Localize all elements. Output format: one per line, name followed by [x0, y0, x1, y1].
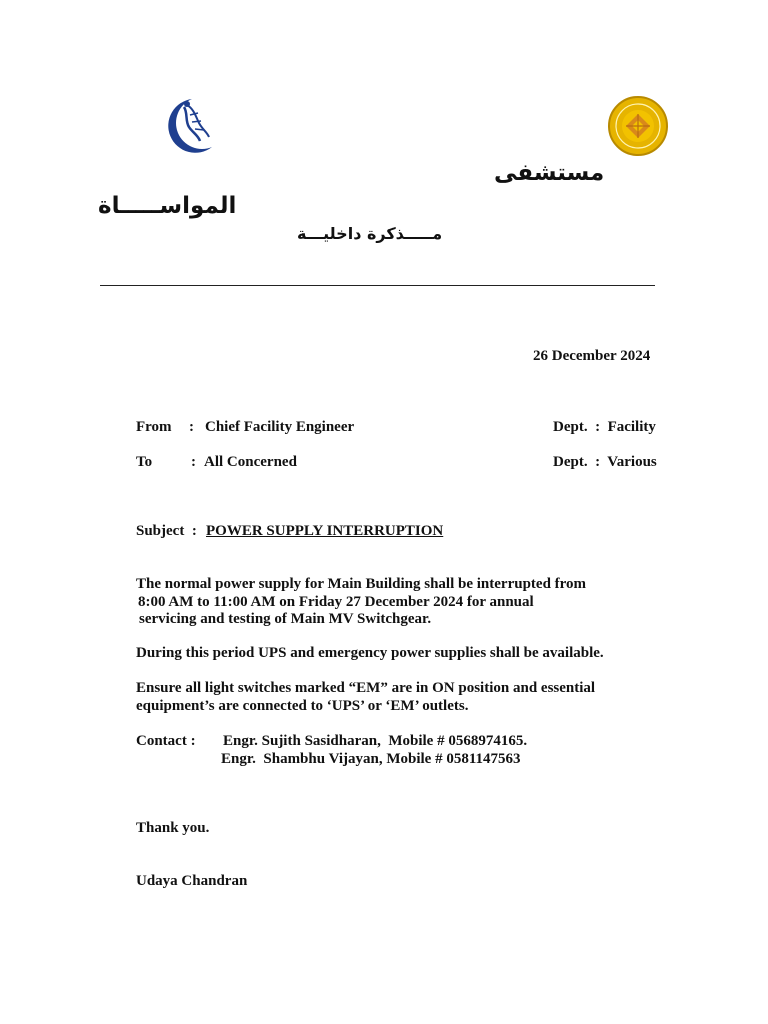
body-paragraph-2: During this period UPS and emergency power supplies shall be available.	[136, 645, 604, 661]
to-dept: Dept. : Various	[553, 454, 657, 470]
memo-date: 26 December 2024	[533, 348, 651, 364]
to-value: All Concerned	[204, 454, 297, 470]
from-separator: :	[189, 419, 194, 435]
contact-person-1: Engr. Sujith Sasidharan, Mobile # 0568974165.	[223, 733, 528, 749]
from-label: From	[136, 419, 172, 435]
signatory-name: Udaya Chandran	[136, 873, 248, 889]
from-value: Chief Facility Engineer	[205, 419, 355, 435]
hospital-logo-icon	[154, 95, 216, 157]
to-separator: :	[191, 454, 196, 470]
body-paragraph-1-line-2: 8:00 AM to 11:00 AM on Friday 27 December 2024 for annual	[138, 594, 534, 610]
to-label: To	[136, 454, 153, 470]
hospital-name-arabic-line-2: المواســـــاة	[98, 193, 237, 219]
closing-thanks: Thank you.	[136, 820, 210, 836]
from-dept: Dept. : Facility	[553, 419, 656, 435]
subject-label: Subject :	[136, 523, 197, 539]
subject-value: POWER SUPPLY INTERRUPTION	[206, 523, 444, 539]
header-divider	[100, 285, 655, 286]
body-paragraph-1-line-3: servicing and testing of Main MV Switchgear.	[139, 611, 432, 627]
body-paragraph-3-line-2: equipment’s are connected to ‘UPS’ or ‘EM’ outlets.	[136, 698, 469, 714]
memo-title-arabic: مـــــذكرة داخليـــة	[297, 224, 443, 243]
accreditation-seal-icon	[607, 95, 669, 157]
body-paragraph-1-line-1: The normal power supply for Main Building shall be interrupted from	[136, 576, 587, 592]
contact-label: Contact :	[136, 733, 196, 749]
body-paragraph-3-line-1: Ensure all light switches marked “EM” are in ON position and essential	[136, 680, 596, 696]
hospital-name-arabic-line-1: مستشفى	[494, 160, 605, 186]
contact-person-2: Engr. Shambhu Vijayan, Mobile # 0581147563	[221, 751, 521, 767]
